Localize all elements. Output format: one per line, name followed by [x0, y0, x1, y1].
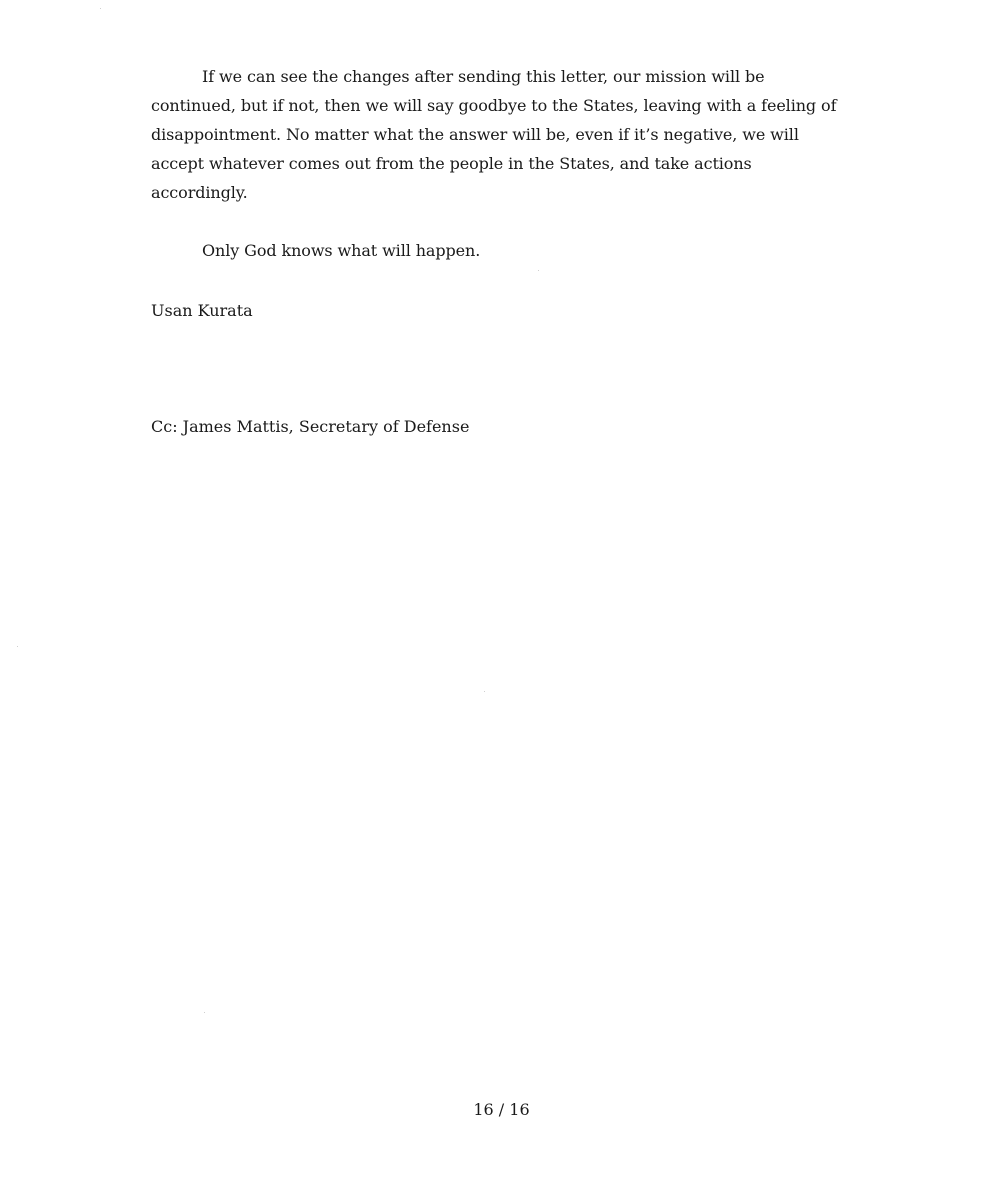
page-number: 16 / 16: [473, 1100, 530, 1119]
scan-speck: [17, 646, 18, 647]
scan-speck: [100, 8, 101, 9]
signature-name: Usan Kurata: [151, 301, 253, 320]
final-remark-paragraph: Only God knows what will happen.: [202, 241, 481, 260]
scan-speck: [538, 270, 539, 271]
letter-body: [151, 62, 846, 265]
closing-paragraph: If we can see the changes after sending this letter, our mission will be continued, but if not, then we will say goodbye to the States, leaving with a feeling of disappointment. No matter what the answer will be, even if it’s negative, we will accept whatever comes out from the people in the States, and take actions accordingly.: [151, 67, 837, 202]
cc-line: Cc: James Mattis, Secretary of Defense: [151, 417, 470, 436]
scan-speck: [204, 1012, 205, 1013]
scan-speck: [484, 691, 485, 692]
